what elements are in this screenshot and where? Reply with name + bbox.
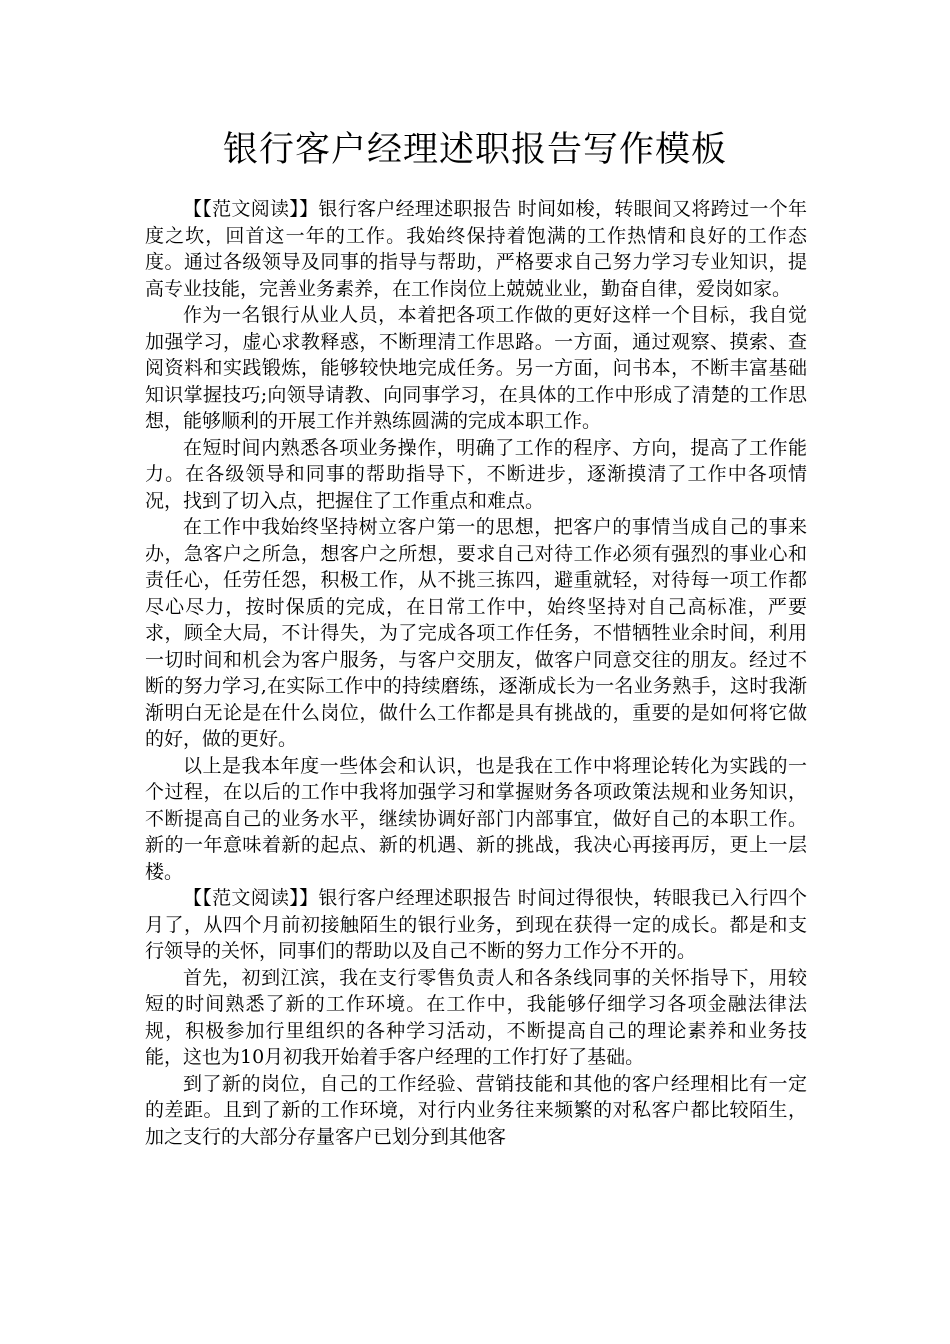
- document-body: [145, 196, 807, 1150]
- paragraph: 在工作中我始终坚持树立客户第一的思想，把客户的事情当成自己的事来办，急客户之所急，想客户之所想，要求自己对待工作必须有强烈的事业心和责任心，任劳任怨，积极工作，从不挑三拣四，避重就轻，对待每一项工作都尽心尽力，按时保质的完成，在日常工作中，始终坚持对自己高标准，严要求，顾全大局，不计得失，为了完成各项工作任务，不惜牺牲业余时间，利用一切时间和机会为客户服务，与客户交朋友，做客户同意交往的朋友。经过不断的努力学习,在实际工作中的持续磨练，逐渐成长为一名业务熟手，这时我渐渐明白无论是在什么岗位，做什么工作都是具有挑战的，重要的是如何将它做的好，做的更好。: [145, 516, 807, 750]
- paragraph: 到了新的岗位，自己的工作经验、营销技能和其他的客户经理相比有一定的差距。且到了新的工作环境，对行内业务往来频繁的对私客户都比较陌生，加之支行的大部分存量客户已划分到其他客: [145, 1072, 807, 1148]
- paragraph: 首先，初到江滨，我在支行零售负责人和各条线同事的关怀指导下，用较短的时间熟悉了新的工作环境。在工作中，我能够仔细学习各项金融法律法规，积极参加行里组织的各种学习活动，不断提高自己的理论素养和业务技能，这也为10月初我开始着手客户经理的工作打好了基础。: [145, 966, 807, 1068]
- paragraph: 【【范文阅读】】银行客户经理述职报告 时间过得很快，转眼我已入行四个月了，从四个月前初接触陌生的银行业务，到现在获得一定的成长。都是和支行领导的关怀，同事们的帮助以及自己不断的努力工作分不开的。: [145, 887, 807, 962]
- paragraph: 以上是我本年度一些体会和认识，也是我在工作中将理论转化为实践的一个过程，在以后的工作中我将加强学习和掌握财务各项政策法规和业务知识，不断提高自己的业务水平，继续协调好部门内部事宜，做好自己的本职工作。新的一年意味着新的起点、新的机遇、新的挑战，我决心再接再厉，更上一层楼。: [145, 754, 807, 883]
- paragraph: 【【范文阅读】】银行客户经理述职报告 时间如梭，转眼间又将跨过一个年度之坎，回首这一年的工作。我始终保持着饱满的工作热情和良好的工作态度。通过各级领导及同事的指导与帮助，严格要求自己努力学习专业知识，提高专业技能，完善业务素养，在工作岗位上兢兢业业，勤奋自律，爱岗如家。: [145, 198, 807, 300]
- document-title: 银行客户经理述职报告写作模板: [222, 130, 727, 170]
- paragraph: 作为一名银行从业人员，本着把各项工作做的更好这样一个目标，我自觉加强学习，虚心求教释惑，不断理清工作思路。一方面，通过观察、摸索、查阅资料和实践锻炼，能够较快地完成任务。另一方面，问书本，不断丰富基础知识掌握技巧;向领导请教、向同事学习，在具体的工作中形成了清楚的工作思想，能够顺利的开展工作并熟练圆满的完成本职工作。: [145, 304, 807, 432]
- paragraph: 在短时间内熟悉各项业务操作，明确了工作的程序、方向，提高了工作能力。在各级领导和同事的帮助指导下，不断进步，逐渐摸清了工作中各项情况，找到了切入点，把握住了工作重点和难点。: [145, 436, 807, 512]
